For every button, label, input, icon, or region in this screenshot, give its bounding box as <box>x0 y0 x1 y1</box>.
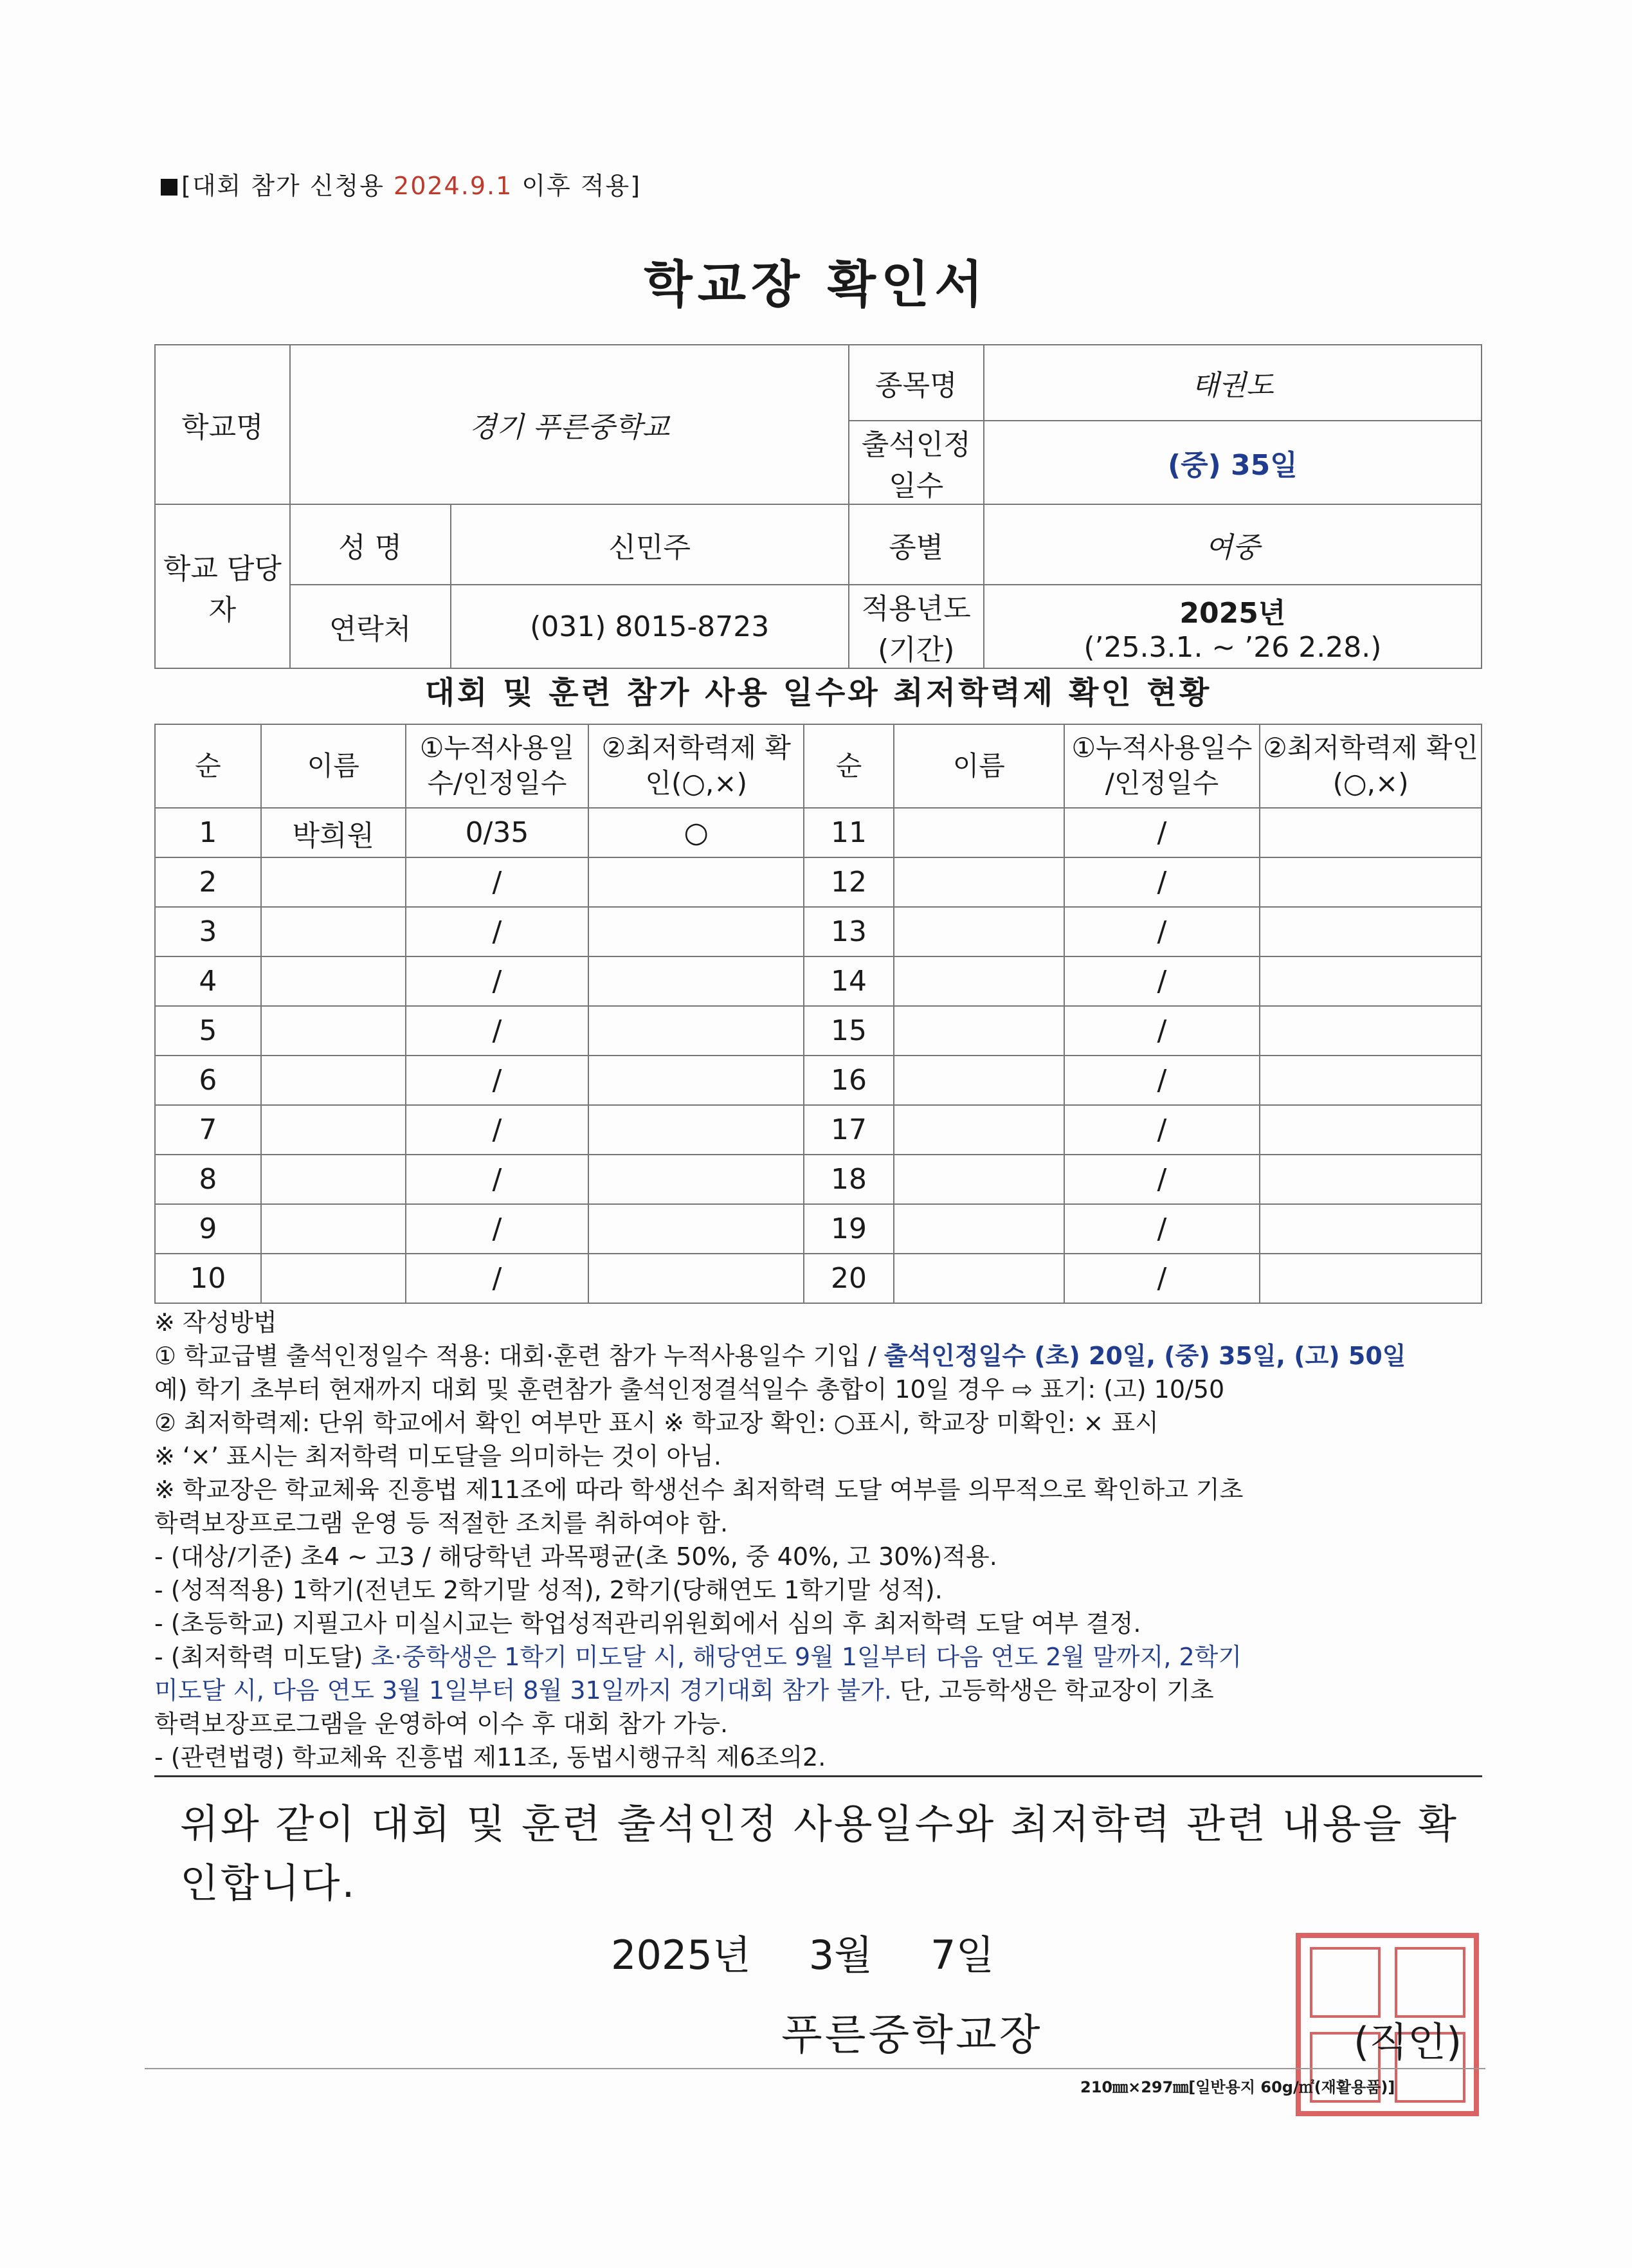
seal-block <box>1395 1947 1465 2018</box>
table-row <box>155 808 1482 857</box>
table-row <box>155 1105 1482 1155</box>
row-name <box>894 1105 1064 1155</box>
date <box>611 1923 994 1980</box>
notes-line-11a: 미도달 시, 다음 연도 3월 1일부터 8월 31일까지 경기대회 참가 불가. <box>154 1676 892 1705</box>
row-days: / <box>1064 1056 1260 1105</box>
header-prefix: [대회 참가 신청용 <box>181 172 394 200</box>
principal-title: 푸른중학교장 <box>781 2010 1043 2060</box>
row-check <box>1260 857 1482 907</box>
col-name-right: 이름 <box>894 724 1064 808</box>
row-name <box>261 1006 406 1056</box>
notes-line-10b: 초·중학생은 1학기 미도달 시, 해당연도 9월 1일부터 다음 연도 2월 말까지, 2학기 <box>370 1643 1242 1671</box>
row-name <box>894 956 1064 1006</box>
seal-block <box>1310 1947 1381 2018</box>
notes-line-8: - (성적적용) 1학기(전년도 2학기말 성적), 2학기(당해연도 1학기말 성적). <box>154 1576 943 1604</box>
row-no: 19 <box>804 1204 894 1254</box>
phone-value: (031) 8015-8723 <box>451 585 849 668</box>
attendance-value: (중) 35일 <box>984 421 1482 504</box>
notes-line-11b: 단, 고등학생은 학교장이 기초 <box>891 1676 1214 1705</box>
table-row <box>155 956 1482 1006</box>
date-month: 3월 <box>808 1932 873 1979</box>
row-name <box>261 1056 406 1105</box>
row-check: ○ <box>588 808 804 857</box>
row-check <box>588 1155 804 1204</box>
row-check <box>1260 907 1482 956</box>
notes-line-1a: ① 학교급별 출석인정일수 적용: 대회·훈련 참가 누적사용일수 기입 / <box>154 1342 884 1370</box>
row-days: / <box>1064 956 1260 1006</box>
col-check-left: ②최저학력제 확인(○,×) <box>588 724 804 808</box>
notes-line-5: ※ 학교장은 학교체육 진흥법 제11조에 따라 학생선수 최저학력 도달 여부를 의무적으로 확인하고 기초 <box>154 1476 1244 1504</box>
table-row <box>155 1204 1482 1254</box>
notes-line-11 <box>154 1674 1498 1707</box>
row-no: 2 <box>155 857 261 907</box>
table-row <box>155 1254 1482 1303</box>
row-name: 박희원 <box>261 808 406 857</box>
row-name <box>261 907 406 956</box>
row-check <box>588 1056 804 1105</box>
row-no: 15 <box>804 1006 894 1056</box>
school-name-label: 학교명 <box>155 345 290 504</box>
status-heading: 대회 및 훈련 참가 사용 일수와 최저학력제 확인 현황 <box>424 675 1212 711</box>
col-check-right: ②최저학력제 확인(○,×) <box>1260 724 1482 808</box>
row-name <box>894 808 1064 857</box>
row-days: / <box>406 1155 589 1204</box>
row-name <box>261 1155 406 1204</box>
row-no: 12 <box>804 857 894 907</box>
row-days: / <box>406 1254 589 1303</box>
notes-line-7: - (대상/기준) 초4 ~ 고3 / 해당학년 과목평균(초 50%, 중 40%, 고 30%)적용. <box>154 1542 997 1571</box>
notes-line-1 <box>154 1339 1498 1373</box>
row-no: 16 <box>804 1056 894 1105</box>
notes-line-3: ② 최저학력제: 단위 학교에서 확인 여부만 표시 ※ 학교장 확인: ○표시, 학교장 미확인: × 표시 <box>154 1409 1159 1437</box>
row-days: / <box>1064 1155 1260 1204</box>
row-name <box>261 956 406 1006</box>
period-value: (’25.3.1. ~ ’26 2.28.) <box>1083 630 1382 664</box>
notes-line-2: 예) 학기 초부터 현재까지 대회 및 훈련참가 출석인정결석일수 총합이 10일 경우 ⇨ 표기: (고) 10/50 <box>154 1375 1225 1404</box>
row-name <box>894 907 1064 956</box>
table-row <box>155 857 1482 907</box>
row-days: / <box>1064 1254 1260 1303</box>
row-check <box>588 1204 804 1254</box>
writing-instructions <box>154 1306 1498 1774</box>
row-no: 18 <box>804 1155 894 1204</box>
row-no: 9 <box>155 1204 261 1254</box>
divider <box>154 1775 1482 1777</box>
table-row <box>155 907 1482 956</box>
row-no: 14 <box>804 956 894 1006</box>
row-days: / <box>406 1006 589 1056</box>
row-no: 5 <box>155 1006 261 1056</box>
row-name <box>894 1056 1064 1105</box>
row-days: / <box>406 857 589 907</box>
year-label: 적용년도 (기간) <box>849 585 984 668</box>
row-check <box>588 1254 804 1303</box>
row-check <box>588 1006 804 1056</box>
phone-label: 연락처 <box>290 585 451 668</box>
row-days: / <box>1064 857 1260 907</box>
notes-line-6: 학력보장프로그램 운영 등 적절한 조치를 취하여야 함. <box>154 1509 729 1537</box>
info-table <box>154 344 1482 669</box>
notes-line-9: - (초등학교) 지필고사 미실시교는 학업성적관리위원회에서 심의 후 최저학력 도달 여부 결정. <box>154 1609 1141 1638</box>
row-check <box>588 1105 804 1155</box>
row-days: / <box>406 956 589 1006</box>
status-table <box>154 724 1482 1304</box>
row-no: 8 <box>155 1155 261 1204</box>
col-no-left: 순 <box>155 724 261 808</box>
row-days: / <box>406 1204 589 1254</box>
row-check <box>588 857 804 907</box>
paper-spec: 210㎜×297㎜[일반용지 60g/㎡(재활용품)] <box>1080 2078 1395 2096</box>
header-tag <box>161 166 641 201</box>
school-name-value: 경기 푸른중학교 <box>290 345 849 504</box>
row-days: / <box>1064 808 1260 857</box>
row-check <box>1260 1254 1482 1303</box>
row-check <box>1260 808 1482 857</box>
row-check <box>1260 1155 1482 1204</box>
row-check <box>1260 956 1482 1006</box>
date-day: 7일 <box>930 1932 995 1979</box>
row-check <box>1260 1204 1482 1254</box>
col-days-left: ①누적사용일 수/인정일수 <box>406 724 589 808</box>
notes-line-13: - (관련법령) 학교체육 진흥법 제11조, 동법시행규칙 제6조의2. <box>154 1743 826 1771</box>
confirmation-statement: 위와 같이 대회 및 훈련 출석인정 사용일수와 최저학력 관련 내용을 확인합니다. <box>180 1800 1459 1907</box>
row-days: / <box>1064 1105 1260 1155</box>
row-name <box>894 1254 1064 1303</box>
row-check <box>1260 1006 1482 1056</box>
status-table-body <box>155 808 1482 1303</box>
header-date: 2024.9.1 <box>394 172 513 200</box>
notes-line-1b: 출석인정일수 (초) 20일, (중) 35일, (고) 50일 <box>884 1342 1406 1370</box>
row-name <box>261 1204 406 1254</box>
row-check <box>588 907 804 956</box>
year-value: 2025년 <box>1179 596 1286 630</box>
row-no: 10 <box>155 1254 261 1303</box>
row-no: 1 <box>155 808 261 857</box>
row-days: / <box>406 907 589 956</box>
row-days: / <box>1064 1006 1260 1056</box>
row-name <box>261 1105 406 1155</box>
table-row <box>155 1155 1482 1204</box>
row-days: / <box>1064 907 1260 956</box>
year-cell <box>984 585 1482 668</box>
row-name <box>261 1254 406 1303</box>
contact-person-label: 학교 담당자 <box>155 504 290 668</box>
category-value: 여중 <box>984 504 1482 585</box>
row-check <box>1260 1056 1482 1105</box>
row-days: / <box>1064 1204 1260 1254</box>
row-check <box>588 956 804 1006</box>
date-year: 2025년 <box>611 1932 751 1979</box>
row-no: 7 <box>155 1105 261 1155</box>
row-no: 20 <box>804 1254 894 1303</box>
row-name <box>894 857 1064 907</box>
name-value: 신민주 <box>451 504 849 585</box>
row-name <box>894 1204 1064 1254</box>
sport-label: 종목명 <box>849 345 984 421</box>
document-title: 학교장 확인서 <box>644 256 988 314</box>
table-row <box>155 1006 1482 1056</box>
notes-line-10 <box>154 1640 1498 1674</box>
seal-mark: (직인) <box>1354 2018 1462 2065</box>
table-row <box>155 1056 1482 1105</box>
row-no: 6 <box>155 1056 261 1105</box>
row-days: / <box>406 1056 589 1105</box>
square-bullet-icon <box>161 179 177 196</box>
col-days-right: ①누적사용일수 /인정일수 <box>1064 724 1260 808</box>
notes-line-4: ※ ‘×’ 표시는 최저학력 미도달을 의미하는 것이 아님. <box>154 1442 721 1470</box>
bottom-rule <box>145 2068 1485 2069</box>
category-label: 종별 <box>849 504 984 585</box>
sport-value: 태권도 <box>984 345 1482 421</box>
attendance-label: 출석인정 일수 <box>849 421 984 504</box>
notes-line-12: 학력보장프로그램을 운영하여 이수 후 대회 참가 가능. <box>154 1710 729 1738</box>
notes-heading: ※ 작성방법 <box>154 1308 277 1337</box>
notes-line-10a: - (최저학력 미도달) <box>154 1643 371 1671</box>
row-no: 13 <box>804 907 894 956</box>
row-name <box>894 1155 1064 1204</box>
row-name <box>261 857 406 907</box>
row-days: 0/35 <box>406 808 589 857</box>
row-no: 4 <box>155 956 261 1006</box>
col-name-left: 이름 <box>261 724 406 808</box>
row-check <box>1260 1105 1482 1155</box>
row-no: 17 <box>804 1105 894 1155</box>
col-no-right: 순 <box>804 724 894 808</box>
name-label: 성 명 <box>290 504 451 585</box>
row-name <box>894 1006 1064 1056</box>
header-suffix: 이후 적용] <box>512 172 642 200</box>
row-no: 3 <box>155 907 261 956</box>
row-days: / <box>406 1105 589 1155</box>
row-no: 11 <box>804 808 894 857</box>
